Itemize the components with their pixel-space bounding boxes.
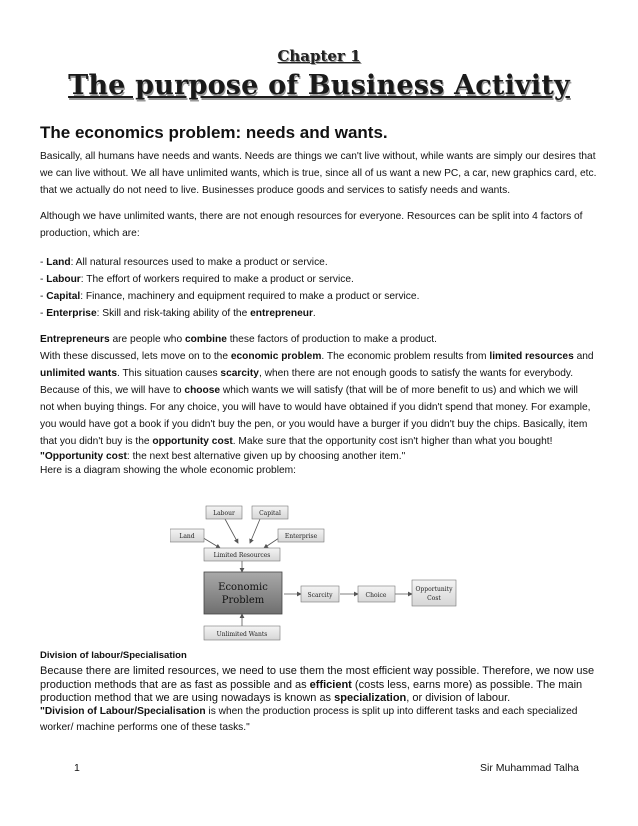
text-span: Because of this, we will have to <box>40 385 185 396</box>
text-line: Although we have unlimited wants, there are not enough resources for everyone. Resources can be split into 4 factors of <box>40 211 583 222</box>
bold-term: efficient <box>309 679 352 691</box>
text-span: that you didn't buy is the <box>40 436 153 447</box>
factor-text: : Finance, machinery and equipment required to make a product or service. <box>80 291 420 302</box>
text-span: . This situation causes <box>116 368 221 379</box>
paragraph-specialisation <box>40 664 605 737</box>
text-span: are people who <box>109 334 185 345</box>
paragraph-needs-wants <box>40 148 605 199</box>
text-line: Because there are limited resources, we need to use them the most efficient way possible. Therefore, we now use <box>40 665 595 677</box>
text-line: Basically, all humans have needs and wants. Needs are things we can't live without, while wants are simply our desires that <box>40 151 596 162</box>
paragraph-economic-problem <box>40 331 605 478</box>
list-item: - Enterprise: Skill and risk-taking ability of the entrepreneur. <box>40 308 316 319</box>
text-line <box>40 450 605 464</box>
text-span: : the next best alternative given up by choosing another item." <box>126 451 406 462</box>
bold-term: specialization <box>334 692 407 704</box>
diagram-label-labour: Labour <box>213 510 235 517</box>
diagram-label-capital: Capital <box>259 510 281 517</box>
bold-term: "Division of Labour/Specialisation <box>40 706 206 717</box>
factor-name: Land <box>46 257 71 268</box>
text-line <box>40 365 605 382</box>
factor-text: : All natural resources used to make a product or service. <box>70 257 328 268</box>
text-line: worker/ machine performs one of these tasks." <box>40 722 250 733</box>
text-span: and <box>573 351 594 362</box>
bold-term: unlimited wants <box>40 368 117 379</box>
bold-term: limited resources <box>489 351 574 362</box>
subsection-title: Division of labour/Specialisation <box>40 650 187 661</box>
factor-name: Enterprise <box>46 308 97 319</box>
diagram-label-opportunity: Opportunity <box>415 586 453 593</box>
text-line: you would have got a book if you didn't buy the pen, or you would have a burger if you didn't buy the chips. Basically, item <box>40 419 588 430</box>
factor-bold: entrepreneur <box>250 308 313 319</box>
text-line <box>40 331 605 348</box>
diagram-label-limited-resources: Limited Resources <box>213 552 271 559</box>
bold-term: opportunity cost <box>152 436 233 447</box>
page-title: The purpose of Business Activity <box>68 70 570 101</box>
diagram-label-unlimited-wants: Unlimited Wants <box>216 631 268 638</box>
factor-name: Labour <box>46 274 81 285</box>
text-span: which wants we will satisfy (that will be of more benefit to us) and which we will <box>220 385 578 396</box>
list-item: - Capital: Finance, machinery and equipment required to make a product or service. <box>40 291 420 302</box>
factor-name: Capital <box>46 291 81 302</box>
page-number: 1 <box>74 762 80 774</box>
text-span: , or division of labour. <box>406 692 511 704</box>
list-item: - Labour: The effort of workers required to make a product or service. <box>40 274 354 285</box>
text-line: Here is a diagram showing the whole economic problem: <box>40 465 296 476</box>
diagram-label-problem: Problem <box>221 595 265 606</box>
bold-term: "Opportunity cost <box>40 451 127 462</box>
diagram-label-land: Land <box>179 533 195 540</box>
text-span: With these discussed, lets move on to the <box>40 351 231 362</box>
text-line <box>40 678 605 692</box>
factor-text: : The effort of workers required to make a product or service. <box>80 274 354 285</box>
text-line <box>40 433 605 450</box>
text-span: production methods that are as fast as possible and as <box>40 679 310 691</box>
diagram-label-cost: Cost <box>427 595 441 602</box>
text-span: is when the production process is split up into different tasks and each specialized <box>205 706 578 717</box>
text-line: production, which are: <box>40 228 140 239</box>
chapter-label: Chapter 1 <box>277 47 361 65</box>
paragraph-resources <box>40 208 605 242</box>
bold-term: scarcity <box>220 368 259 379</box>
bold-term: economic problem <box>230 351 322 362</box>
text-line: not when buying things. For any choice, you will have to would have obtained if you didn't spend that money. For example, <box>40 402 591 413</box>
economic-problem-diagram <box>170 500 470 648</box>
diagram-label-enterprise: Enterprise <box>284 533 318 540</box>
text-span: production method that we are using nowadays is known as <box>40 692 335 704</box>
text-line <box>40 348 605 365</box>
bold-term: choose <box>184 385 221 396</box>
text-line <box>40 382 605 399</box>
bold-term: Entrepreneurs <box>40 334 110 345</box>
diagram-box-opportunity-cost <box>412 580 456 606</box>
footer-author: Sir Muhammad Talha <box>480 762 580 774</box>
text-span: , when there are not enough goods to satisfy the wants for everybody. <box>258 368 574 379</box>
factor-text: : Skill and risk-taking ability of the <box>96 308 251 319</box>
text-span: . The economic problem results from <box>321 351 490 362</box>
diagram-label-economic: Economic <box>218 582 268 593</box>
factors-list <box>40 254 605 322</box>
list-item: - Land: All natural resources used to make a product or service. <box>40 257 328 268</box>
text-line <box>40 692 605 705</box>
text-line <box>40 705 605 719</box>
text-span: . Make sure that the opportunity cost isn't higher than what you bought! <box>232 436 553 447</box>
text-line: that we actually do not need to live. Businesses produce goods and services to satisfy needs and wants. <box>40 185 511 196</box>
diagram-label-choice: Choice <box>365 592 387 599</box>
section-heading: The economics problem: needs and wants. <box>40 123 388 142</box>
bold-term: combine <box>184 334 227 345</box>
text-line: we can live without. We all have unlimited wants, which is true, since all of us want a new PC, a car, new graphics card, etc. <box>40 168 597 179</box>
diagram-label-scarcity: Scarcity <box>307 592 333 599</box>
diagram-box-economic-problem <box>204 572 282 614</box>
text-span: (costs less, earns more) as possible. The main <box>351 679 583 691</box>
text-span: these factors of production to make a product. <box>226 334 437 345</box>
